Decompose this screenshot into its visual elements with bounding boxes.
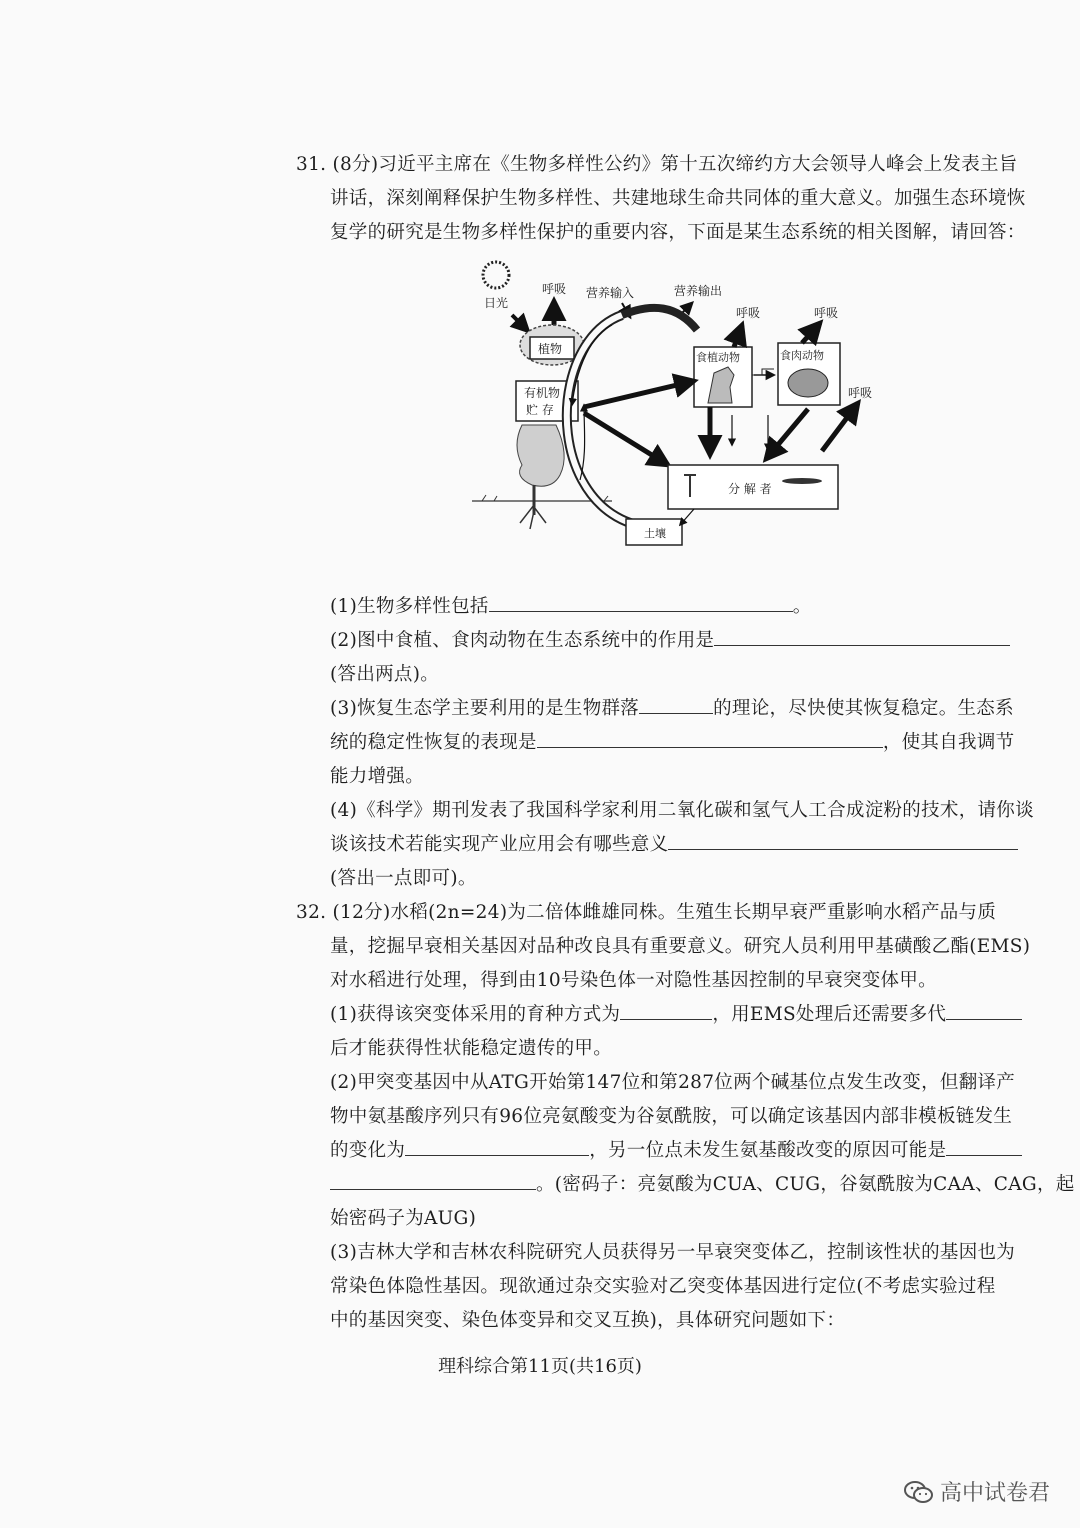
question-31 [296,148,1026,250]
q31-line-1: 31. (8分)习近平主席在《生物多样性公约》第十五次缔约方大会领导人峰会上发表主旨 [296,154,1018,175]
q32-sub1-answer-blank-1[interactable] [620,999,712,1020]
plant-label: 植物 [538,342,563,356]
q32-line-2: 量，挖掘早衰相关基因对品种改良具有重要意义。研究人员利用甲基磺酸乙酯(EMS) [330,936,1031,957]
q31-sub1-end: 。 [792,596,812,617]
q32-line-3: 对水稻进行处理，得到由10号染色体一对隐性基因控制的早衰突变体甲。 [330,970,937,991]
q32-sub2-text-2: 物中氨基酸序列只有96位亮氨酸变为谷氨酰胺，可以确定该基因内部非模板链发生 [330,1106,1013,1127]
q31-sub3-text-1: (3)恢复生态学主要利用的是生物群落 [330,698,640,719]
q32-sub1-text-1: (1)获得该突变体采用的育种方式为 [330,1004,621,1025]
sun-icon [483,262,509,288]
q31-sub3-answer-blank-1[interactable] [639,693,713,714]
q31-sub1-answer-blank[interactable] [489,591,793,612]
herbivore-label: 食植动物 [696,351,740,364]
q31-sub4-text-1: (4)《科学》期刊发表了我国科学家利用二氧化碳和氢气人工合成淀粉的技术，请你谈 [330,800,1034,821]
q31-sub4-answer-blank[interactable] [668,829,1018,850]
q31-sub2-text: (2)图中食植、食肉动物在生态系统中的作用是 [330,630,715,651]
q31-sub2-note: (答出两点)。 [330,664,440,685]
plant-respiration-label: 呼吸 [542,282,567,296]
decomposer-label: 分 解 者 [728,482,772,496]
q31-sub1-text: (1)生物多样性包括 [330,596,489,617]
q32-sub3-text-3: 中的基因突变、染色体变异和交叉互换)，具体研究问题如下： [330,1310,846,1331]
question-32 [296,896,1075,1338]
carnivore-respiration-label: 呼吸 [814,306,839,320]
q31-line-2: 讲话，深刻阐释保护生物多样性、共建地球生命共同体的重大意义。加强生态环境恢 [330,188,1026,209]
wechat-icon [904,1479,934,1505]
q32-sub1-text-2: ，用EMS处理后还需要多代 [712,1004,947,1025]
soil-label: 土壤 [644,527,666,540]
q31-sub4-text-2: 谈该技术若能实现产业应用会有哪些意义 [330,834,669,855]
wechat-watermark [904,1476,1050,1507]
q32-sub3-text-2: 常染色体隐性基因。现欲通过杂交实验对乙突变体基因进行定位(不考虑实验过程 [330,1276,996,1297]
q32-sub2-text-5: 。(密码子：亮氨酸为CUA、CUG，谷氨酰胺为CAA、CAG，起 [536,1174,1075,1195]
q32-sub1-text-3: 后才能获得性状能稳定遗传的甲。 [330,1038,613,1059]
q32-sub1-answer-blank-2[interactable] [946,999,1022,1020]
nutrient-input-label: 营养输入 [586,286,635,300]
q31-sub3-answer-blank-2[interactable] [537,727,883,748]
q32-sub2-text-6: 始密码子为AUG) [330,1208,477,1229]
q31-sub3-text-3: 统的稳定性恢复的表现是 [330,732,537,753]
carnivore-label: 食肉动物 [780,349,824,362]
carnivore-icon [788,369,828,397]
watermark-text: 高中试卷君 [939,1481,1050,1506]
page-footer: 理科综合第11页(共16页) [438,1356,642,1377]
q32-sub2-text-3: 的变化为 [330,1140,406,1161]
sunlight-label: 日光 [484,296,509,310]
q32-sub2-answer-blank-1[interactable] [405,1135,589,1156]
q32-sub2-answer-blank-3[interactable] [330,1169,536,1190]
q31-sub3-text-5: 能力增强。 [330,766,425,787]
q31-sub4-note: (答出一点即可)。 [330,868,477,889]
nutrient-output-label: 营养输出 [674,284,723,298]
q32-sub2-answer-blank-2[interactable] [946,1135,1022,1156]
q31-sub3-text-4: ，使其自我调节 [882,732,1015,753]
q32-sub2-text-4: ，另一位点未发生氨基酸改变的原因可能是 [589,1140,947,1161]
organic-storage-label-2: 贮 存 [526,403,554,417]
q31-subquestions [296,590,1034,896]
decomposer-respiration-label: 呼吸 [848,386,873,400]
q31-sub2-answer-blank[interactable] [714,625,1010,646]
worm-icon [782,478,822,484]
q32-line-1: 32. (12分)水稻(2n=24)为二倍体雌雄同株。生殖生长期早衰严重影响水稻产品与质 [296,902,997,923]
q31-sub3-text-2: 的理论，尽快使其恢复稳定。生态系 [713,698,1014,719]
tree-icon [517,425,564,486]
herbivore-respiration-label: 呼吸 [736,306,761,320]
organic-storage-label-1: 有机物 [524,386,561,400]
ecosystem-diagram [472,255,892,555]
q32-sub2-text-1: (2)甲突变基因中从ATG开始第147位和第287位两个碱基位点发生改变，但翻译产 [330,1072,1016,1093]
q32-sub3-text-1: (3)吉林大学和吉林农科院研究人员获得另一早衰突变体乙，控制该性状的基因也为 [330,1242,1016,1263]
q31-line-3: 复学的研究是生物多样性保护的重要内容，下面是某生态系统的相关图解，请回答： [330,222,1026,243]
